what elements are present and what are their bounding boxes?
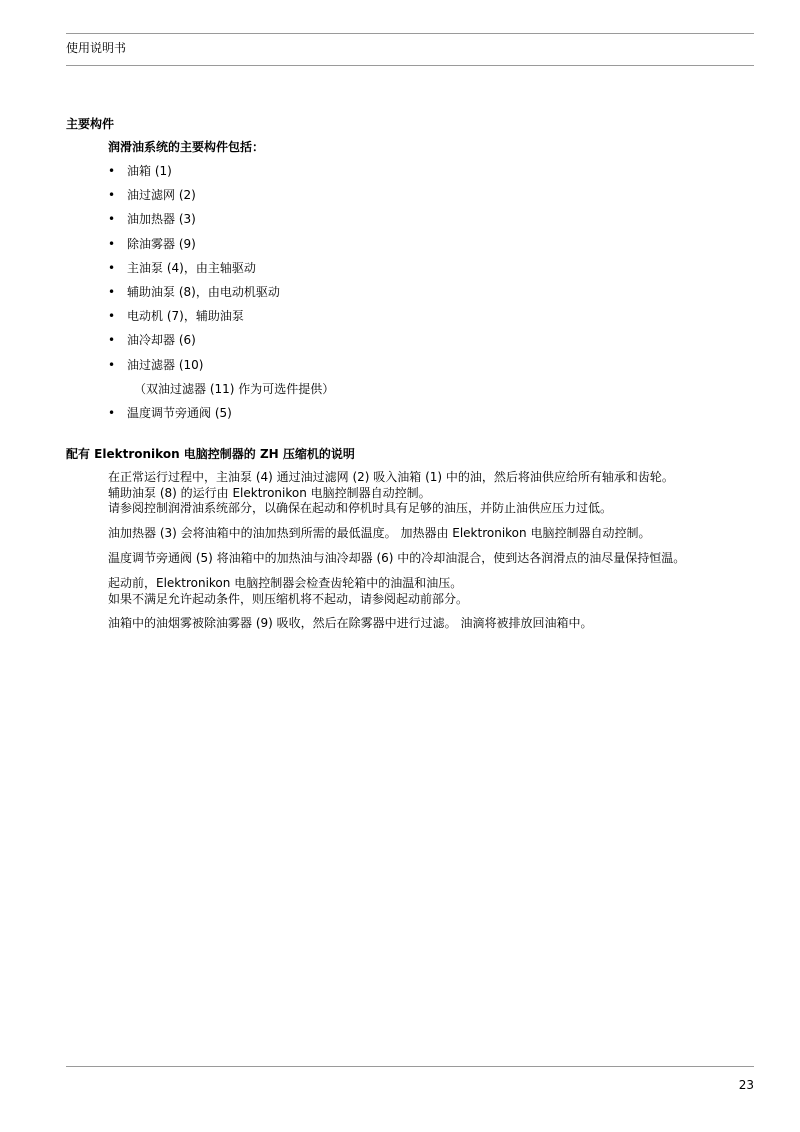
bullet-mark: •	[108, 405, 116, 420]
bullet-mark: •	[108, 236, 116, 251]
bullet-mark: •	[108, 284, 116, 299]
footer-rule	[66, 1066, 754, 1067]
paragraph-line: 请参阅控制润滑油系统部分，以确保在起动和停机时具有足够的油压，并防止油供应压力过低。	[108, 501, 613, 515]
paragraph-line: 温度调节旁通阀 (5) 将油箱中的加热油与油冷却器 (6) 中的冷却油混合，使到达各润滑点的油尽量保持恒温。	[108, 551, 686, 565]
bullet-mark: •	[108, 164, 116, 178]
document-header-title: 使用说明书	[66, 41, 127, 55]
bullet-mark: •	[108, 212, 116, 227]
paragraph-line: 起动前，Elektronikon 电脑控制器会检查齿轮箱中的油温和油压。	[108, 576, 463, 590]
paragraph-line: 在正常运行过程中，主油泵 (4) 通过油过滤网 (2) 吸入油箱 (1) 中的油，然后将油供应给所有轴承和齿轮。	[108, 470, 674, 484]
paragraph-start-check	[108, 576, 758, 607]
list-item-text: 油箱 (1)	[127, 164, 172, 178]
paragraph-bypass-valve	[108, 551, 758, 567]
paragraph-line: 如果不满足允许起动条件，则压缩机将不起动，请参阅起动前部分。	[108, 591, 469, 606]
list-item-text: （双油过滤器 (11) 作为可选件提供）	[134, 381, 335, 396]
bullet-mark: •	[108, 188, 116, 203]
section-heading-description: 配有 Elektronikon 电脑控制器的 ZH 压缩机的说明	[66, 447, 355, 461]
list-item-text: 油冷却器 (6)	[127, 333, 196, 348]
paragraph-oil-heater	[108, 526, 758, 542]
list-item-text: 油过滤器 (10)	[127, 357, 204, 372]
list-item-text: 除油雾器 (9)	[127, 236, 196, 251]
list-item-text: 主油泵 (4)，由主轴驱动	[127, 260, 256, 275]
section-heading-main-components: 主要构件	[66, 117, 115, 131]
bullet-mark: •	[108, 260, 116, 275]
paragraph-oil-mist	[108, 616, 758, 632]
page-number: 23	[738, 1078, 754, 1092]
header-top-rule	[66, 33, 754, 34]
components-intro: 润滑油系统的主要构件包括：	[108, 140, 265, 154]
list-item-text: 油过滤网 (2)	[127, 188, 196, 203]
paragraph-line: 油加热器 (3) 会将油箱中的油加热到所需的最低温度。 加热器由 Elektronikon 电脑控制器自动控制。	[108, 526, 651, 540]
list-item-text: 油加热器 (3)	[127, 212, 196, 227]
bullet-mark: •	[108, 357, 116, 372]
bullet-mark: •	[108, 333, 116, 348]
list-item-text: 电动机 (7)，辅助油泵	[127, 309, 244, 324]
list-item-text: 温度调节旁通阀 (5)	[127, 405, 232, 420]
paragraph-normal-operation	[108, 470, 758, 517]
list-item-text: 辅助油泵 (8)，由电动机驱动	[127, 284, 280, 299]
paragraph-line: 辅助油泵 (8) 的运行由 Elektronikon 电脑控制器自动控制。	[108, 485, 431, 500]
header-bottom-rule	[66, 65, 754, 66]
paragraph-line: 油箱中的油烟雾被除油雾器 (9) 吸收，然后在除雾器中进行过滤。 油滴将被排放回油箱中。	[108, 616, 593, 630]
bullet-mark: •	[108, 309, 116, 324]
